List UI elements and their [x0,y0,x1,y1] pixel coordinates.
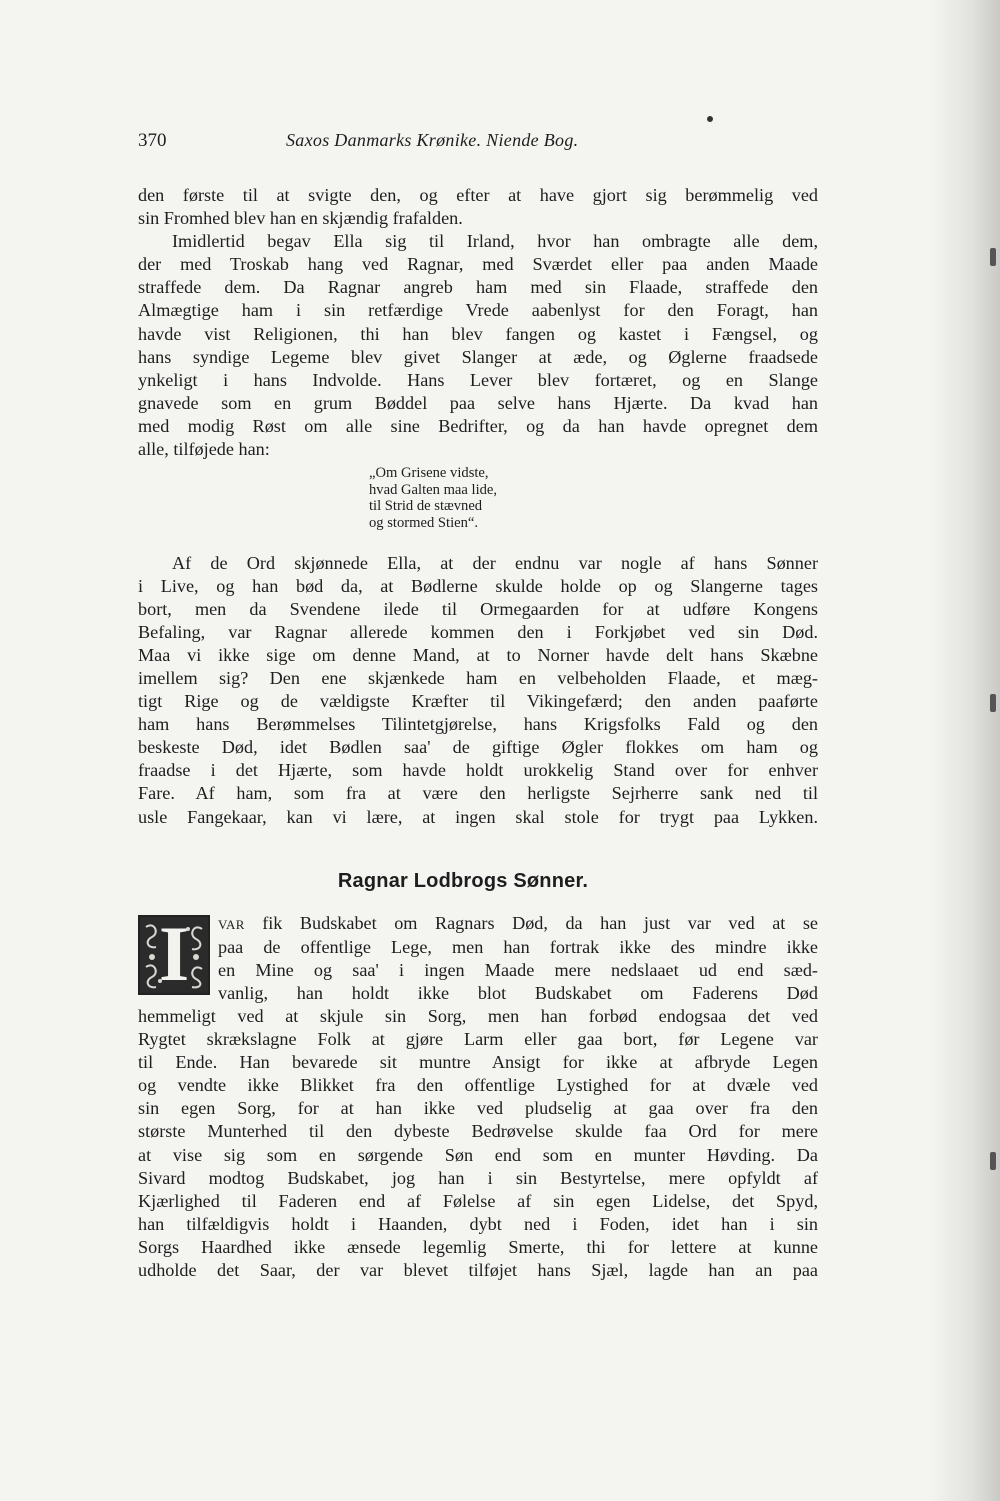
bleed-through-mark [990,1152,996,1170]
running-title: Saxos Danmarks Krønike. Niende Bog. [286,130,579,150]
text-line: ynkeligt i hans Indvolde. Hans Lever blev fortæret, og en Slange [138,369,818,390]
text-line: usle Fangekaar, kan vi lære, at ingen skal stole for trygt paa Lykken. [138,806,818,827]
text-line-rest: fik Budskabet om Ragnars Død, da han just var ved at se [262,912,819,933]
text-line: Sorgs Haardhed ikke ænsede legemlig Smerte, thi for lettere at kunne [138,1236,818,1257]
text-line: hemmeligt ved at skjule sin Sorg, men han forbød endogsaa det ved [138,1006,818,1026]
bleed-through-mark [990,694,996,712]
verse-quotation [369,465,818,531]
text-line: imellem sig? Den ene skjænkede ham en velbeholden Flaade, et mæg- [138,667,818,688]
text-line: sin egen Sorg, for at han ikke ved pludselig at gaa over fra den [138,1098,818,1119]
verse-line: „Om Grisene vidste, [369,465,489,482]
small-caps-word: VAR [218,916,245,932]
text-line: vanlig, han holdt ikke blot Budskabet om Faderens Død [218,982,818,1003]
verse-line: hvad Galten maa lide, [369,481,498,498]
text-line: Befaling, var Ragnar allerede kommen den i Forkjøbet ved sin Død. [138,621,818,642]
text-line: at vise sig som en sørgende Søn end som en munter Høvding. Da [138,1144,818,1165]
text-line: en Mine og saa' i ingen Maade mere nedslaaet ud end sæd- [218,959,818,980]
text-line: tigt Rige og de vældigste Kræfter til Vikingefærd; den anden paaførte [138,691,818,712]
paragraph-continuation [138,184,818,230]
scan-edge-shadow [930,0,1000,1501]
paragraph-ella-ireland [138,230,818,461]
decorated-initial [138,915,210,995]
text-line: Kjærlighed til Faderen end af Følelse af sin egen Lidelse, det Spyd, [138,1190,818,1211]
text-line: paa de offentlige Lege, men han fortrak ikke des mindre ikke [218,936,818,957]
running-head [138,130,818,162]
text-line: med modig Røst om alle sine Bedrifter, og da han havde opregnet dem [138,415,818,436]
drop-initial-letter: I [158,914,190,995]
paragraph-ragnar-death [138,552,818,829]
text-line [138,912,818,936]
text-line: hans syndige Legeme blev givet Slanger at æde, og Øglerne fraadsede [138,346,818,367]
section-heading: Ragnar Lodbrogs Sønner. [337,869,589,892]
bleed-through-mark [990,248,996,266]
text-line: gnavede som en grum Bøddel paa selve hans Hjærte. Da kvad han [138,392,818,413]
text-line: Fare. Af ham, som fra at være den herligste Sejrherre sank ned til [138,783,818,804]
text-line: udholde det Saar, der var blevet tilføjet hans Sjæl, lagde han an paa [138,1260,818,1281]
text-line: straffede dem. Da Ragnar angreb ham med sin Flaade, straffede den [138,277,818,298]
text-line: ham hans Berømmelses Tilintetgjørelse, hans Krigsfolks Fald og den [138,714,818,735]
text-line: Af de Ord skjønnede Ella, at der endnu var nogle af hans Sønner [172,552,818,573]
text-line: sin Fromhed blev han en skjændig frafalden. [138,208,463,229]
text-line: alle, tilføjede han: [138,439,270,460]
stray-ink-dot [707,116,713,122]
text-line: havde vist Religionen, thi han blev fangen og kastet i Fængsel, og [138,323,818,344]
page-number: 370 [138,130,167,151]
text-line: Rygtet skrækslagne Folk at gjøre Larm eller gaa bort, før Legene var [138,1029,818,1050]
verse-line: og stormed Stien“. [369,514,479,531]
text-line: den første til at svigte den, og efter at have gjort sig berømmelig ved [138,185,818,205]
book-page [138,130,818,1282]
text-line: beskeste Død, idet Bødlen saa' de giftige Øgler flokkes om ham og [138,737,818,758]
text-line: Sivard modtog Budskabet, jog han i sin Bestyrtelse, mere opfyldt af [138,1167,818,1188]
text-line: fraadse i det Hjærte, som havde holdt urokkelig Stand over for enhver [138,760,818,781]
paragraph-sons [138,912,818,1283]
text-line: største Munterhed til den dybeste Bedrøvelse skulde faa Ord for mere [138,1121,818,1142]
text-line: Imidlertid begav Ella sig til Irland, hvor han ombragte alle dem, [172,231,818,252]
text-line: Maa vi ikke sige om denne Mand, at to Norner havde delt hans Skæbne [138,644,818,665]
text-line: der med Troskab hang ved Ragnar, med Sværdet eller paa anden Maade [138,254,818,275]
text-line: han tilfældigvis holdt i Haanden, dybt ned i Foden, idet han i sin [138,1213,818,1234]
verse-line: til Strid de stævned [369,498,483,515]
text-line: og vendte ikke Blikket fra den offentlige Lystighed for at dvæle ved [138,1075,818,1096]
text-line: til Ende. Han bevarede sit muntre Ansigt for ikke at afbryde Legen [138,1052,818,1073]
text-line: i Live, og han bød da, at Bødlerne skulde holde op og Slangerne tages [138,575,818,596]
text-line: Almægtige ham i sin retfærdige Vrede aabenlyst for den Foragt, han [138,300,818,321]
text-line: bort, men da Svendene ilede til Ormegaarden for at udføre Kongens [138,598,818,619]
